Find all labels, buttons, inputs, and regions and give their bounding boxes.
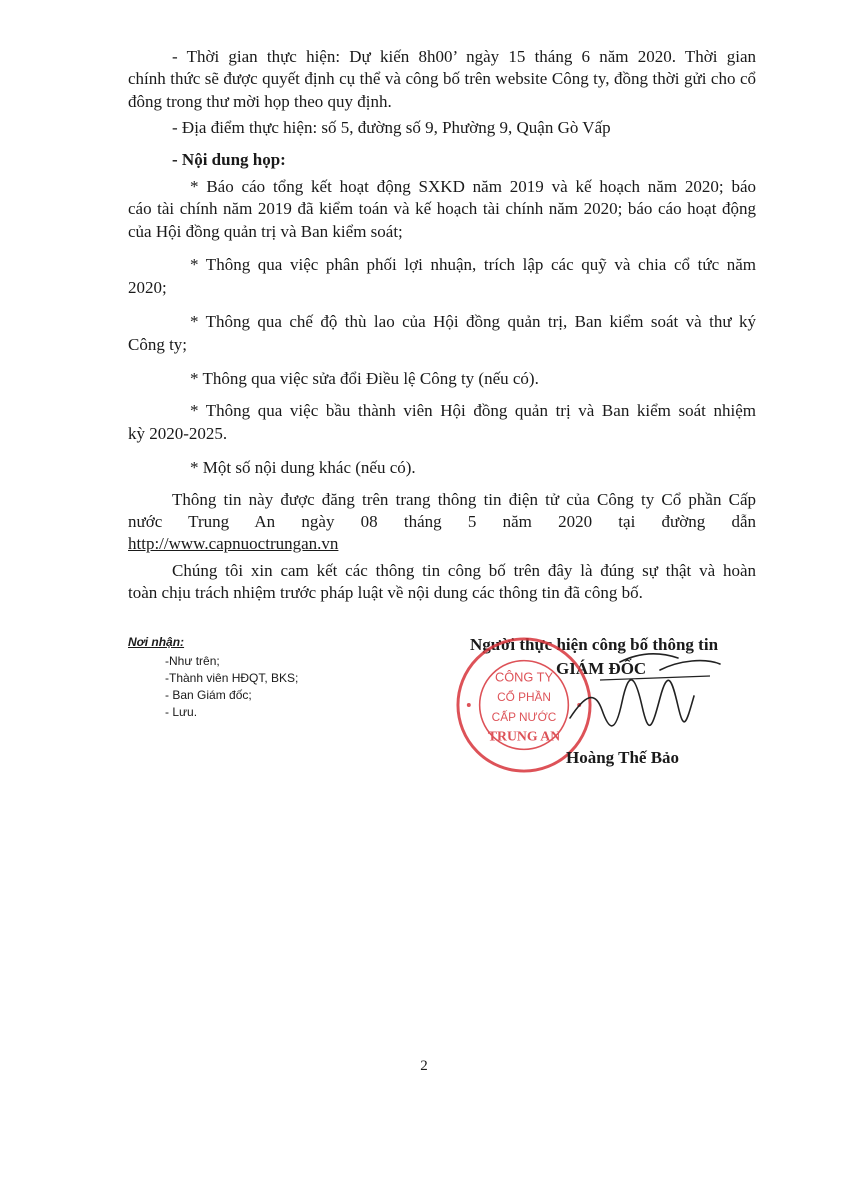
info-line1: Thông tin này được đăng trên trang thông tin điện tử của Công ty Cổ phần Cấp [172, 490, 756, 509]
stamp-line-4: TRUNG AN [487, 728, 561, 744]
location-text: - Địa điểm thực hiện: số 5, đường số 9, Phường 9, Quận Gò Vấp [172, 118, 611, 137]
agenda-item-2-detail: 2020; [128, 278, 167, 297]
agenda-item-6: * Một số nội dung khác (nếu có). [190, 458, 416, 477]
recipient-item: - Ban Giám đốc; [165, 688, 252, 702]
recipient-item: - Lưu. [165, 705, 198, 719]
agenda-item-3-line1: * Thông qua chế độ thù lao của Hội đồng quản trị, Ban kiểm soát và thư ký [190, 312, 756, 331]
page-number: 2 [420, 1058, 428, 1074]
handwritten-signature [560, 640, 740, 750]
info-link-line [128, 533, 756, 556]
agenda-item-5-line1: * Thông qua việc bầu thành viên Hội đồng quản trị và Ban kiểm soát nhiệm [190, 401, 756, 420]
recipients-title: Nơi nhận: [128, 635, 185, 649]
commitment-line1: Chúng tôi xin cam kết các thông tin công bố trên đây là đúng sự thật và hoàn [172, 561, 756, 580]
stamp-line-2: CỔ PHẦN [497, 690, 551, 705]
commitment-detail: toàn chịu trách nhiệm trước pháp luật về nội dung các thông tin đã công bố. [128, 583, 643, 602]
agenda-item-5-detail: kỳ 2020-2025. [128, 424, 228, 443]
company-website-link[interactable]: http://www.capnuoctrungan.vn [128, 534, 339, 553]
signatory-name: Hoàng Thế Bảo [566, 748, 680, 767]
agenda-item-1-detail: cáo tài chính năm 2019 đã kiểm toán và kế hoạch tài chính năm 2020; báo cáo hoạt động của Hội đồng quản trị và Ban kiểm soát; [128, 199, 756, 241]
recipient-item: -Như trên; [165, 654, 220, 668]
signatory-role: GIÁM ĐỐC [556, 659, 647, 678]
stamp-line-1: CÔNG TY [494, 669, 554, 685]
time-detail: chính thức sẽ được quyết định cụ thể và công bố trên website Công ty, đồng thời gửi cho cổ đông trong thư mời họp theo quy định. [128, 69, 756, 111]
signatory-title: Người thực hiện công bố thông tin [470, 635, 719, 654]
agenda-heading: - Nội dung họp: [172, 150, 286, 169]
agenda-item-1-line1: * Báo cáo tổng kết hoạt động SXKD năm 2019 và kế hoạch năm 2020; báo [190, 177, 756, 196]
agenda-item-4: * Thông qua việc sửa đổi Điều lệ Công ty (nếu có). [190, 369, 539, 388]
info-line2: nước Trung An ngày 08 tháng 5 năm 2020 tại đường dẫn [128, 512, 756, 531]
agenda-item-3-detail: Công ty; [128, 335, 188, 354]
recipient-item: -Thành viên HĐQT, BKS; [165, 671, 299, 685]
time-line1: - Thời gian thực hiện: Dự kiến 8h00’ ngày 15 tháng 6 năm 2020. Thời gian [172, 47, 756, 66]
stamp-line-3: CẤP NƯỚC [491, 709, 557, 724]
agenda-item-2-line1: * Thông qua việc phân phối lợi nhuận, trích lập các quỹ và chia cổ tức năm [190, 255, 756, 274]
